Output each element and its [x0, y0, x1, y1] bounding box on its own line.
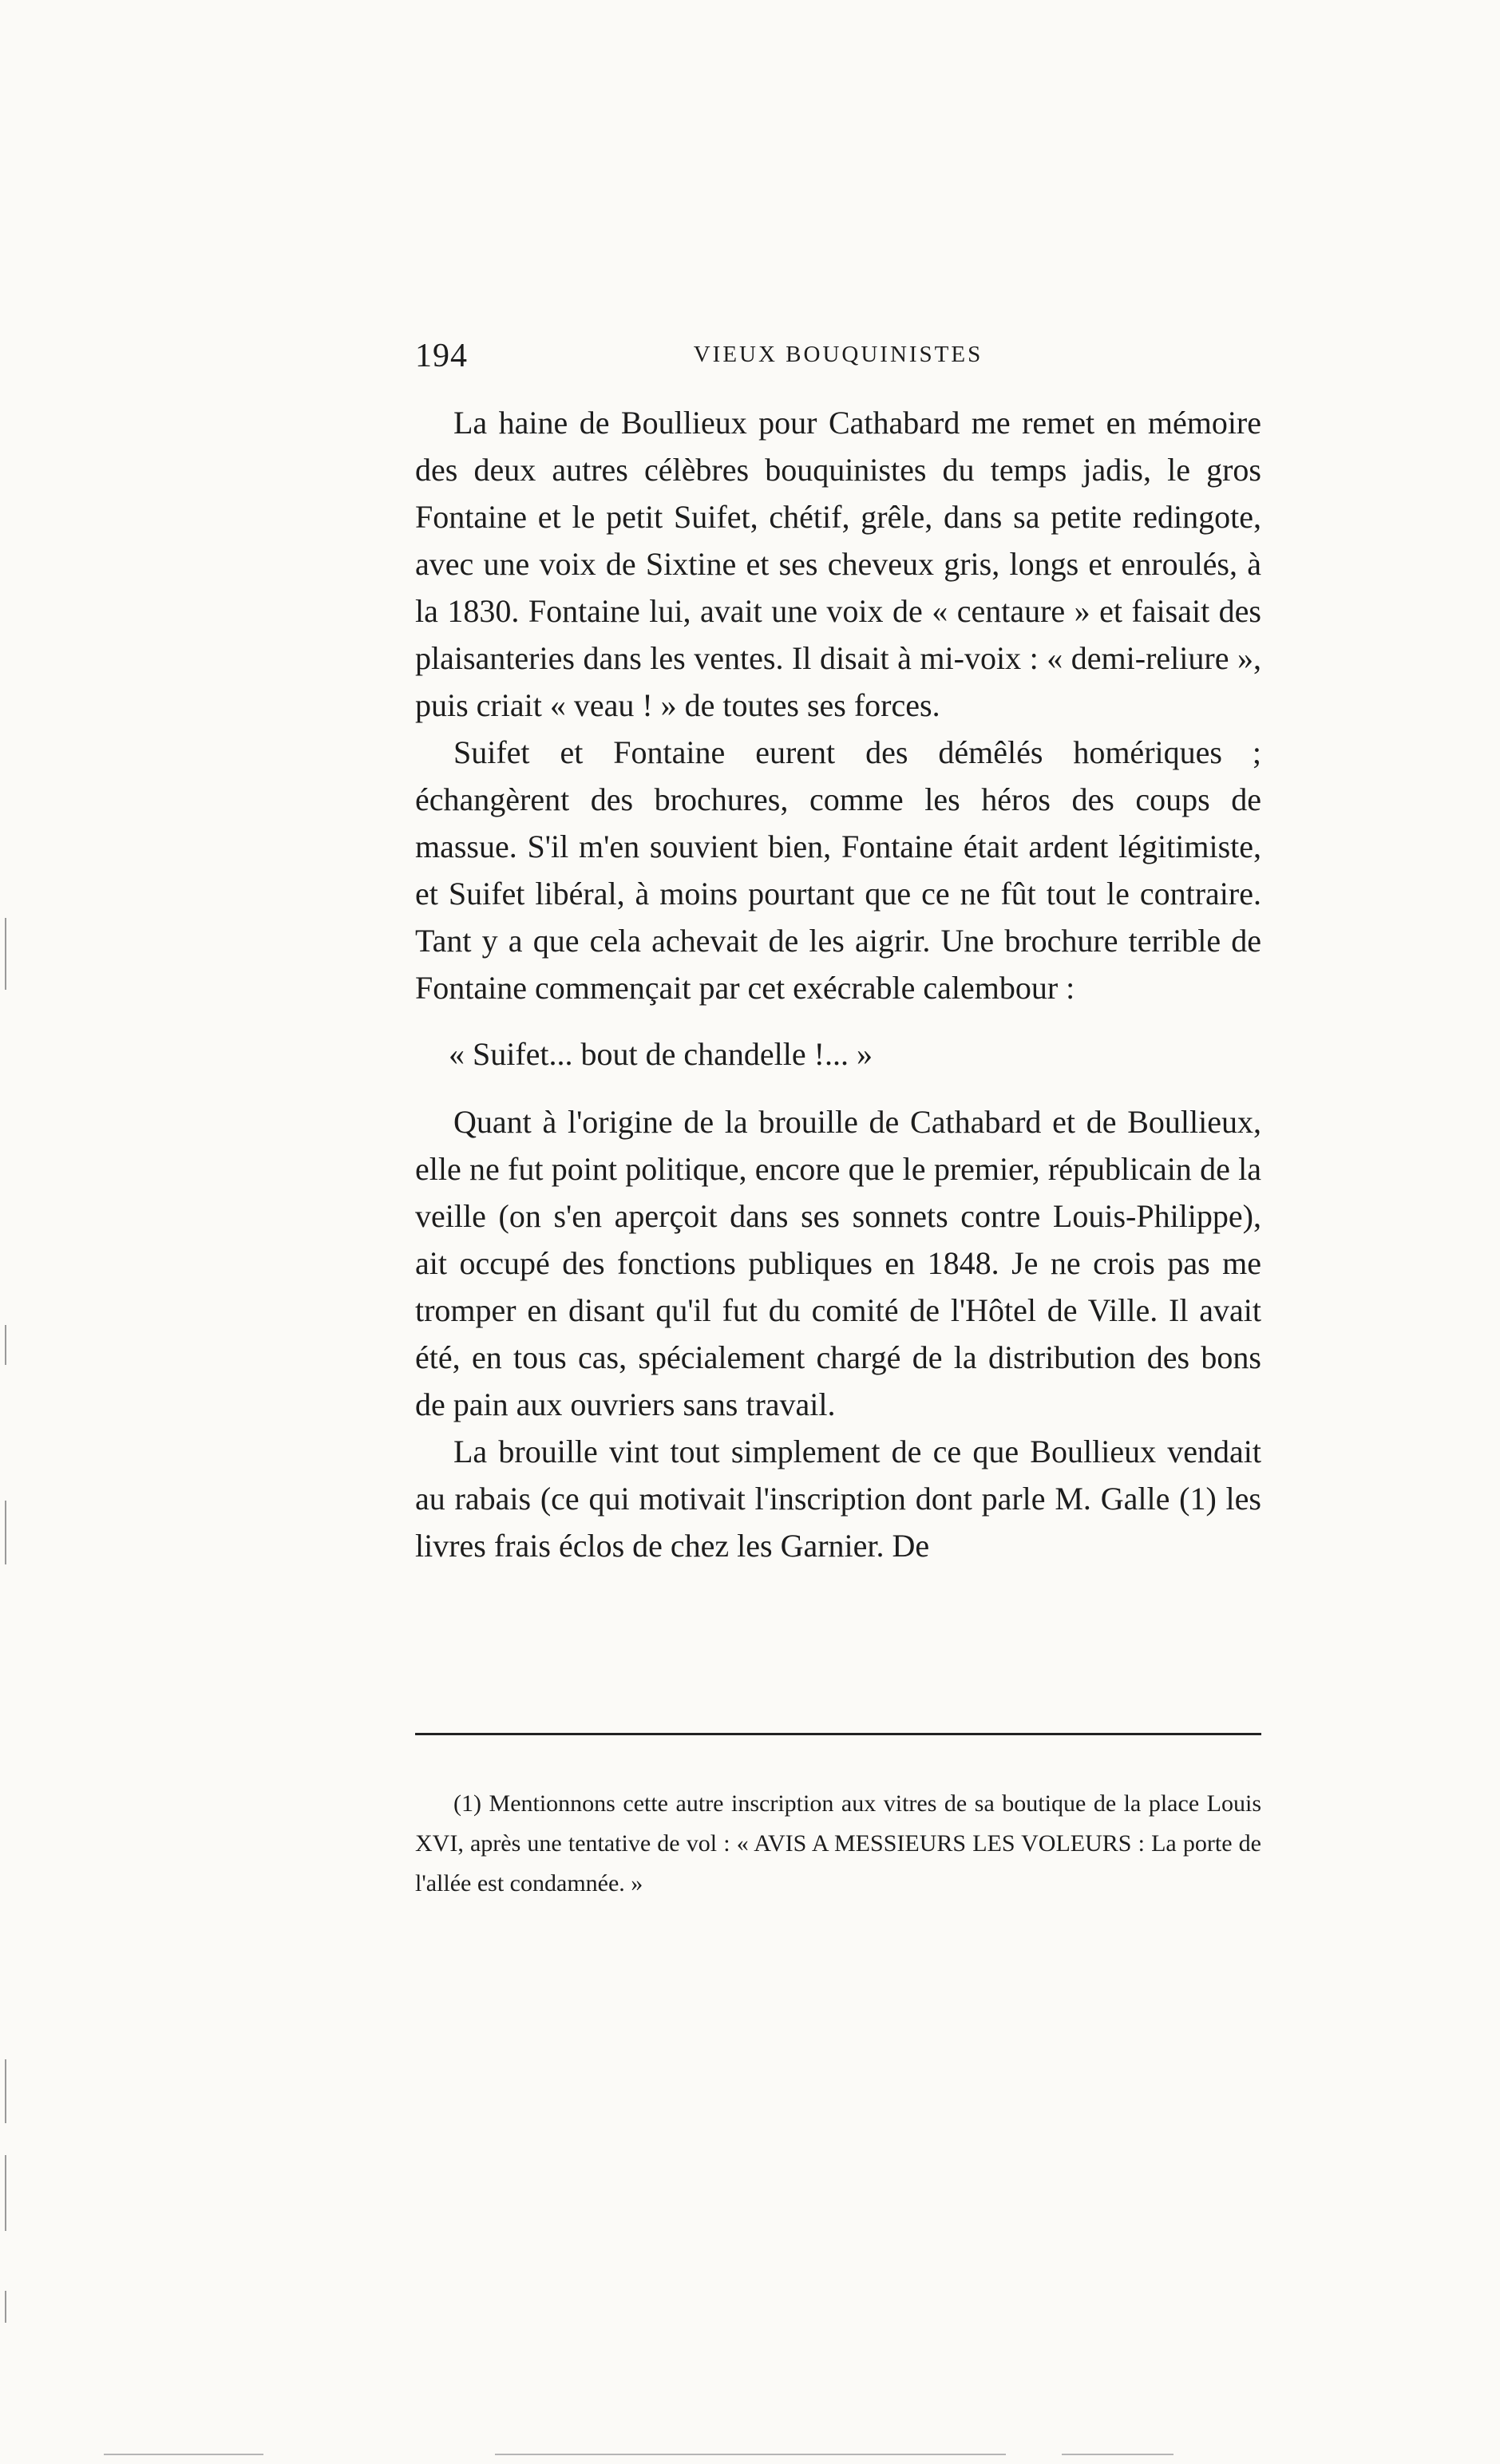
- scan-margin-mark: [5, 2155, 6, 2231]
- scan-bottom-mark: [104, 2454, 263, 2455]
- paragraph: La haine de Boullieux pour Cathabard me remet en mémoire des deux autres célèbres bouquinistes du temps jadis, le gros Fontaine et le petit Suifet, chétif, grêle, dans sa petite redingote, avec une voix de Sixtine et ses cheveux gris, longs et enroulés, à la 1830. Fontaine lui, avait une voix de « centaure » et faisait des plaisanteries dans les ventes. Il disait à mi-voix : « demi-reliure », puis criait « veau ! » de toutes ses forces.: [415, 405, 1261, 723]
- footnote: (1) Mentionnons cette autre inscription aux vitres de sa boutique de la place Louis XVI, après une tentative de vol : « AVIS A MESSIEURS LES VOLEURS : La porte de l'allée est condamnée. »: [415, 1790, 1261, 1896]
- paragraph: Quant à l'origine de la brouille de Cathabard et de Boullieux, elle ne fut point politique, encore que le premier, républicain de la veille (on s'en aperçoit dans ses sonnets contre Louis-Philippe), ait occupé des fonctions publiques en 1848. Je ne crois pas me tromper en disant qu'il fut du comité de l'Hôtel de Ville. Il avait été, en tous cas, spécialement chargé de la distribution des bons de pain aux ouvriers sans travail.: [415, 1104, 1261, 1422]
- scan-margin-mark: [5, 2059, 6, 2123]
- paragraph: Suifet et Fontaine eurent des démêlés homériques ; échangèrent des brochures, comme les héros des coups de massue. S'il m'en souvient bien, Fontaine était ardent légitimiste, et Suifet libéral, à moins pourtant que ce ne fût tout le contraire. Tant y a que cela achevait de les aigrir. Une brochure terrible de Fontaine commençait par cet exécrable calembour :: [415, 734, 1261, 1006]
- scan-margin-mark: [5, 1325, 6, 1365]
- page-number: 194: [415, 338, 468, 374]
- page-header: [415, 334, 1261, 382]
- running-title: VIEUX BOUQUINISTES: [693, 342, 984, 367]
- footnote-divider: [415, 1733, 1261, 1735]
- scan-margin-mark: [5, 2291, 6, 2323]
- scan-bottom-mark: [1062, 2454, 1173, 2455]
- paragraph: La brouille vint tout simplement de ce que Boullieux vendait au rabais (ce qui motivait l'inscription dont parle M. Galle (1) les livres frais éclos de chez les Garnier. De: [415, 1434, 1261, 1564]
- body-text: [415, 399, 1261, 1569]
- scan-margin-mark: [5, 1501, 6, 1564]
- scan-margin-mark: [5, 918, 6, 990]
- block-quote: « Suifet... bout de chandelle !... »: [449, 1036, 873, 1072]
- scan-bottom-mark: [495, 2454, 1006, 2455]
